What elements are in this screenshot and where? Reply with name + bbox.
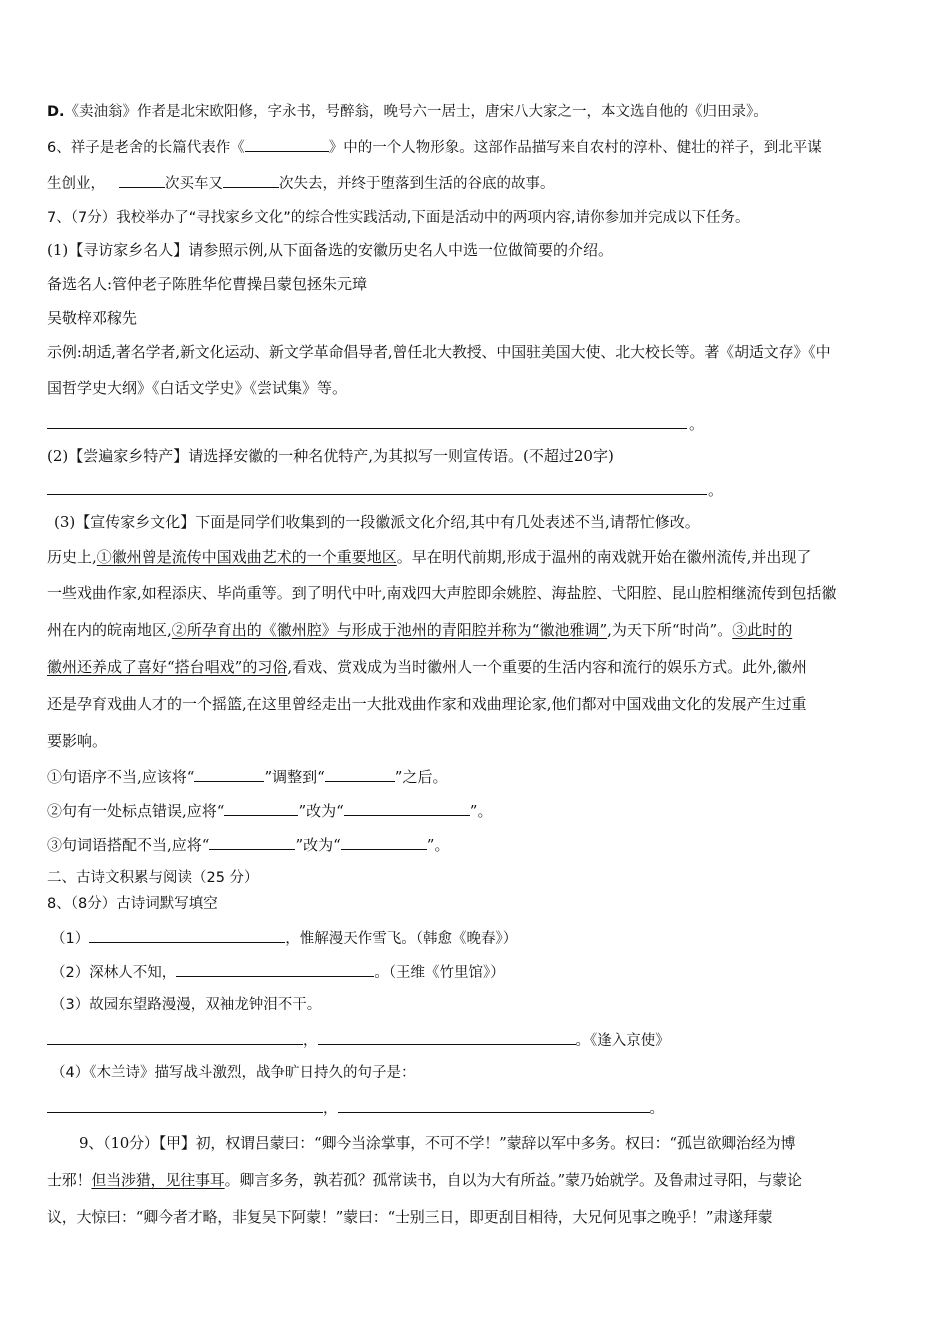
q9-line-2: 士邪！但当涉猎，见往事耳。卿言多务，孰若孤？孤常读书，自以为大有所益。”蒙乃始就学。及鲁肃过寻阳，与蒙论 xyxy=(47,1171,802,1189)
answer-blank[interactable] xyxy=(224,800,298,816)
q8-item-4-answer: ， 。 xyxy=(47,1097,664,1119)
answer-blank[interactable] xyxy=(119,172,165,188)
passage-line-4: 徽州还养成了喜好“搭台唱戏”的习俗,看戏、赏戏成为当时徽州人一个重要的生活内容和流行的娱乐方式。此外,徽州 xyxy=(47,658,807,676)
fix-item-2: ②句有一处标点错误,应将“ ”改为“ ”。 xyxy=(47,802,493,820)
passage-line-6: 要影响。 xyxy=(47,732,108,750)
answer-blank[interactable] xyxy=(47,1097,323,1113)
passage-line-5: 还是孕育戏曲人才的一个摇篮,在这里曾经走出一大批戏曲作家和戏曲理论家,他们都对中国戏曲文化的发展产生过重 xyxy=(47,695,807,713)
answer-blank[interactable] xyxy=(209,834,295,850)
passage-line-3: 州在内的皖南地区,②所孕育出的《徽州腔》与形成于池州的青阳腔并称为“徽池雅调”,为天下所“时尚”。③此时的 xyxy=(47,621,793,639)
q7-candidate-names-cont: 吴敬梓邓稼先 xyxy=(47,309,138,327)
q8-item-2: （2）深林人不知， 。（王维《竹里馆》） xyxy=(51,961,505,983)
end-mark: 。 xyxy=(689,415,705,433)
answer-blank[interactable] xyxy=(338,1097,650,1113)
underlined-sentence-3: ③此时的 xyxy=(732,621,793,639)
answer-line[interactable] xyxy=(47,428,687,429)
q7-part1-heading: (1)【寻访家乡名人】请参照示例,从下面备选的安徽历史名人中选一位做简要的介绍。 xyxy=(47,241,614,259)
passage-line-2: 一些戏曲作家,如程添庆、毕尚重等。到了明代中叶,南戏四大声腔即余姚腔、海盐腔、弋阳腔、昆山腔相继流传到包括徽 xyxy=(47,584,837,602)
passage-line-1: 历史上,①徽州曾是流传中国戏曲艺术的一个重要地区。早在明代前期,形成于温州的南戏就开始在徽州流传,并出现了 xyxy=(47,548,812,566)
q7-part2-heading: (2)【尝遍家乡特产】请选择安徽的一种名优特产,为其拟写一则宣传语。(不超过20字) xyxy=(47,447,614,465)
q9-line-1: 9、（10分）【甲】初，权谓吕蒙曰：“卿今当涂掌事，不可不学！”蒙辞以军中多务。权曰：“孤岂欲卿治经为博 xyxy=(79,1134,796,1152)
end-mark: 。 xyxy=(708,481,724,499)
underlined-sentence-3-cont: 徽州还养成了喜好“搭台唱戏”的习俗 xyxy=(47,658,288,676)
underlined-sentence-1: ①徽州曾是流传中国戏曲艺术的一个重要地区 xyxy=(96,548,397,566)
answer-line[interactable] xyxy=(47,494,707,495)
q6-line-1: 6、祥子是老舍的长篇代表作《 》中的一个人物形象。这部作品描写来自农村的淳朴、健壮的祥子，到北平谋 xyxy=(47,136,822,158)
underlined-sentence-2: ②所孕育出的《徽州腔》与形成于池州的青阳腔并称为“徽池雅调” xyxy=(171,621,608,639)
answer-blank[interactable] xyxy=(245,136,329,152)
underlined-sentence: 但当涉猎，见往事耳 xyxy=(91,1171,225,1189)
q8-item-4: （4）《木兰诗》描写战斗激烈，战争旷日持久的句子是： xyxy=(51,1065,416,1081)
q8-item-3: （3）故园东望路漫漫，双袖龙钟泪不干。 xyxy=(51,997,322,1013)
section-2-heading: 二、古诗文积累与阅读（25 分） xyxy=(47,870,259,886)
option-label: D. xyxy=(47,104,65,120)
q8-item-1: （1） ，惟解漫天作雪飞。（韩愈《晚春》） xyxy=(51,927,517,949)
q7-intro: 7、（7分）我校举办了“寻找家乡文化”的综合性实践活动,下面是活动中的两项内容,请你参加并完成以下任务。 xyxy=(47,210,750,226)
q6-line-2: 生创业， 次买车又 次失去，并终于堕落到生活的谷底的故事。 xyxy=(47,172,555,194)
q7-candidate-names: 备选名人:管仲老子陈胜华佗曹操吕蒙包拯朱元璋 xyxy=(47,275,368,293)
answer-blank[interactable] xyxy=(341,834,427,850)
q5-option-d xyxy=(47,102,768,122)
q7-example-cont: 国哲学史大纲》《白话文学史》《尝试集》等。 xyxy=(47,379,348,397)
q9-line-3: 议，大惊曰：“卿今者才略，非复吴下阿蒙！”蒙曰：“士别三日，即更刮目相待，大兄何见事之晚乎！”肃遂拜蒙 xyxy=(47,1208,773,1226)
answer-blank[interactable] xyxy=(223,172,279,188)
answer-blank[interactable] xyxy=(344,800,470,816)
option-text: 《卖油翁》作者是北宋欧阳修，字永书，号醉翁，晚号六一居士，唐宋八大家之一，本文选自他的《归田录》。 xyxy=(64,104,768,120)
fix-item-3: ③句词语搭配不当,应将“ ”改为“ ”。 xyxy=(47,836,450,854)
answer-blank[interactable] xyxy=(89,927,285,943)
answer-blank[interactable] xyxy=(176,961,374,977)
fix-item-1: ①句语序不当,应该将“ ”调整到“ ”之后。 xyxy=(47,768,448,786)
answer-blank[interactable] xyxy=(194,766,264,782)
q7-example: 示例:胡适,著名学者,新文化运动、新文学革命倡导者,曾任北大教授、中国驻美国大使、北大校长等。著《胡适文存》《中 xyxy=(47,343,831,361)
q7-part3-heading: (3)【宣传家乡文化】下面是同学们收集到的一段徽派文化介绍,其中有几处表述不当,请帮忙修改。 xyxy=(54,513,700,531)
answer-blank[interactable] xyxy=(47,1029,303,1045)
answer-blank[interactable] xyxy=(318,1029,576,1045)
q8-heading: 8、（8分）古诗词默写填空 xyxy=(47,896,218,912)
answer-blank[interactable] xyxy=(325,766,395,782)
q8-item-3-answer: ， 。《逢入京使》 xyxy=(47,1029,670,1051)
